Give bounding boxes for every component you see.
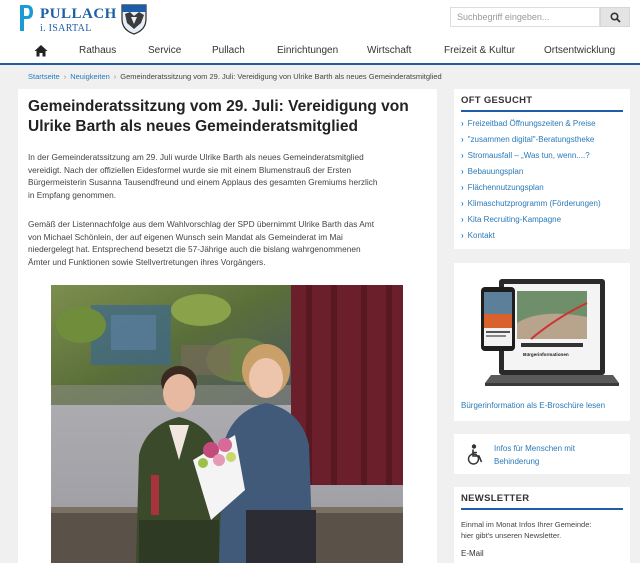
logo-subtitle: i. ISARTAL (40, 23, 92, 34)
link-freizeitbad[interactable] (461, 116, 623, 132)
link-label: Flächennutzungsplan (467, 183, 544, 192)
nav-ortsentwicklung[interactable]: Ortsentwicklung (544, 45, 616, 56)
nav-rathaus[interactable]: Rathaus (79, 45, 117, 56)
newsletter-description (461, 519, 626, 541)
newsletter-box (454, 487, 630, 563)
link-label: Bebauungsplan (467, 167, 524, 177)
newsletter-text-line: Einmal im Monat Infos Ihrer Gemeinde: (461, 520, 592, 529)
wheelchair-icon (466, 444, 484, 466)
nav-service[interactable]: Service (148, 45, 182, 56)
chevron-right-icon: › (461, 151, 464, 161)
nav-pullach[interactable]: Pullach (212, 45, 245, 56)
link-bebauungsplan[interactable] (461, 164, 623, 180)
article-line: Gemäß der Listennachfolge aus dem Wahlvorschlag der SPD übernimmt Ulrike Barth das Amt (28, 219, 375, 229)
chevron-right-icon: › (461, 230, 464, 240)
newsletter-title: NEWSLETTER (461, 493, 530, 504)
main-nav (0, 38, 640, 65)
link-label: Freizeitbad Öffnungszeiten & Preise (467, 119, 596, 129)
article-line: In der Gemeinderatssitzung am 29. Juli wurde Ulrike Barth als neues Gemeinderatsmitglied (28, 152, 364, 162)
brochure-device-image (461, 273, 623, 391)
brochure-link[interactable]: Bürgerinformation als E-Broschüre lesen (461, 401, 606, 410)
link-zusammen-digital[interactable] (461, 132, 623, 148)
site-header (0, 0, 640, 38)
link-label: "zusammen digital"-Beratungstheke (467, 135, 595, 145)
search-button[interactable] (600, 7, 630, 27)
link-label: Kontakt (467, 230, 495, 240)
article-line: von Michael Schönlein, der auf eigenen Wunsch sein Mandat als Gemeinderat im Mai (28, 231, 343, 242)
chevron-right-icon: › (461, 167, 464, 177)
logo-title: PULLACH (40, 6, 117, 22)
pullach-logo[interactable] (18, 3, 117, 35)
article-line: Bürgermeisterin Susanna Tausendfreund und einem Applaus des gesamten Gremiums herzlich (28, 177, 378, 188)
breadcrumb-current: Gemeinderatssitzung vom 29. Juli: Vereidigung von Ulrike Barth als neues Gemeinderatsmitglied (120, 72, 442, 81)
breadcrumb-separator: › (63, 72, 67, 81)
link-label: Kita Recruiting-Kampagne (467, 214, 562, 224)
nav-wirtschaft[interactable]: Wirtschaft (367, 45, 412, 56)
frequently-searched-title: OFT GESUCHT (461, 95, 533, 106)
frequently-searched-box (454, 89, 630, 249)
brochure-box[interactable] (454, 263, 630, 421)
link-label: Klimaschutzprogramm (Förderungen) (467, 198, 601, 208)
chevron-right-icon: › (461, 198, 464, 208)
accessibility-link-line: Behinderung (494, 457, 540, 466)
chevron-right-icon: › (461, 135, 464, 145)
article (18, 89, 437, 563)
title-rule (461, 508, 623, 510)
breadcrumb (28, 72, 442, 81)
link-flaechennutzungsplan[interactable] (461, 180, 623, 196)
nav-einrichtungen[interactable]: Einrichtungen (277, 45, 339, 56)
breadcrumb-section-link[interactable]: Neuigkeiten (70, 72, 110, 81)
frequently-searched-list (454, 112, 630, 243)
chevron-right-icon: › (461, 183, 464, 192)
link-klimaschutzprogramm[interactable] (461, 195, 623, 211)
chevron-right-icon: › (461, 119, 464, 129)
home-icon[interactable] (34, 44, 48, 57)
article-line: vereidigt. Nach der offiziellen Eidesformel wurde sie mit einem Blumenstrauß der Ersten (28, 164, 352, 175)
breadcrumb-separator: › (113, 72, 117, 81)
breadcrumb-home-link[interactable]: Startseite (28, 72, 60, 81)
pullach-logo-icon (18, 3, 34, 33)
link-stromausfall[interactable] (461, 148, 623, 164)
article-line: Ämter und Funktionen sowie Stellvertretungen ihres Vorgängers. (28, 256, 266, 267)
article-line: niedergelegt hat. Entsprechend besetzt die 57-Jährige auch die bislang wahrgenommenen (28, 244, 361, 255)
article-paragraph-2 (28, 218, 428, 268)
brochure-screen-title: Bürgerinformationen (523, 352, 569, 357)
article-line: in Empfang genommen. (28, 189, 117, 200)
search-input[interactable]: Suchbegriff eingeben... (450, 7, 600, 27)
accessibility-box[interactable] (454, 434, 630, 474)
article-title: Gemeinderatssitzung vom 29. Juli: Vereidigung von Ulrike Barth als neues Gemeinderatsmitglied (28, 98, 409, 135)
chevron-right-icon: › (461, 214, 464, 224)
link-kontakt[interactable] (461, 227, 623, 243)
accessibility-link-line: Infos für Menschen mit (494, 444, 575, 453)
link-kita-recruiting[interactable] (461, 211, 623, 227)
accessibility-link[interactable] (494, 442, 624, 468)
article-paragraph-1 (28, 151, 428, 201)
article-photo[interactable] (51, 285, 403, 563)
coat-of-arms-icon (119, 3, 149, 35)
link-label: Stromausfall – „Was tun, wenn....? (467, 151, 590, 161)
newsletter-email-label: E-Mail (461, 549, 484, 558)
newsletter-text-line: hier gibt's unseren Newsletter. (461, 531, 562, 540)
search-icon (610, 12, 621, 23)
nav-freizeit-kultur[interactable]: Freizeit & Kultur (444, 45, 516, 56)
